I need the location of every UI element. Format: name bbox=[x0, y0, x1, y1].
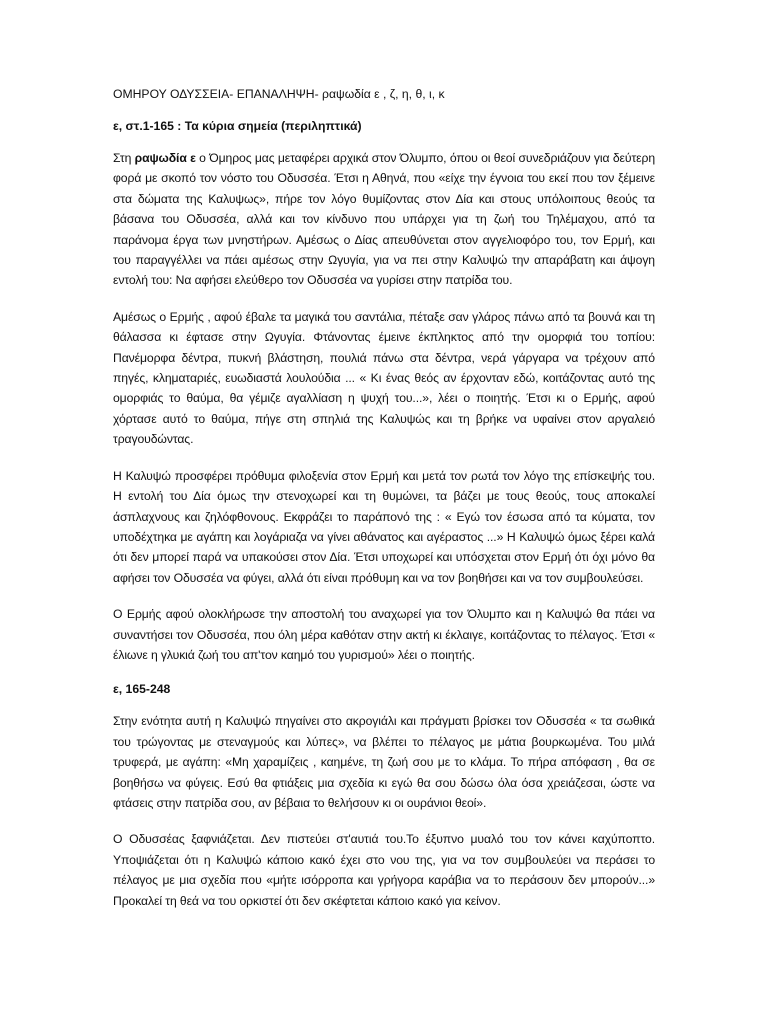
paragraph-6: Ο Οδυσσέας ξαφνιάζεται. Δεν πιστεύει στ'αυτιά του.Το έξυπνο μυαλό του τον κάνει καχύποπτο. Υποψιάζεται ότι η Καλυψώ κάποιο κακό έχει στο νου της, για να τον συμβουλεύει να περάσει το πέλαγος με μια σχεδία που «μήτε ισόρροπα και γρήγορα καράβια να το περάσουν δεν μπορούν...» Προκαλεί τη θεά να του ορκιστεί ότι δεν σκέφτεται κάποιο κακό για κείνον. bbox=[113, 832, 655, 908]
paragraph-2: Αμέσως ο Ερμής , αφού έβαλε τα μαγικά του σαντάλια, πέταξε σαν γλάρος πάνω από τα βουνά και τη θάλασσα κι έφτασε στην Ωγυγία. Φτάνοντας έμεινε έκπληκτος από την ομορφιά του τοπίου: Πανέμορφα δέντρα, πυκνή βλάστηση, πουλιά πάνω στα δέντρα, νερά γάργαρα να τρέχουν από πηγές, κληματαριές, ευωδιαστά λουλούδια ... « Κι ένας θεός αν έρχονταν εδώ, κοιτάζοντας αυτό της ομορφιάς το θαύμα, θα γέμιζε αγαλλίαση η ψυχή του...», λέει ο ποιητής. Έτσι κι ο Ερμής, αφού χόρτασε αυτό το θαύμα, πήγε στη σπηλιά της Καλυψώς και τη βρήκε να υφαίνει στον αργαλειό τραγουδώντας. bbox=[113, 309, 655, 447]
paragraph-1-rest: ο Όμηρος μας μεταφέρει αρχικά στον Όλυμπο, όπου οι θεοί συνεδριάζουν για δεύτερη φορά με σκοπό τον νόστο του Οδυσσέα. Έτσι η Αθηνά, που «είχε την έγνοια του εκεί που τον ξέμεινε στα δώματα της Καλυψως», πήρε τον λόγο θυμίζοντας στον Δία και στους υπόλοιπους θεούς τα βάσανα του Οδυσσέα, αλλά και τον κίνδυνο που υπάρχει για τη ζωή του Τηλέμαχου, από τα παράνομα έργα των μνηστήρων. Αμέσως ο Δίας απευθύνεται στον αγγελιοφόρο του, τον Ερμή, και του παραγγέλλει να πάει αμέσως στην Ωγυγία, για να πει στην Καλυψώ την απαράβατη και άψογη εντολή του: Να αφήσει ελεύθερο τον Οδυσσέα να γυρίσει στην πατρίδα του. bbox=[113, 151, 655, 288]
document-page bbox=[113, 86, 655, 927]
paragraph-1-start: Στη bbox=[113, 151, 135, 165]
section-heading-2: ε, 165-248 bbox=[113, 682, 171, 697]
section-heading-1: ε, στ.1-165 : Τα κύρια σημεία (περιληπτικά) bbox=[113, 119, 362, 133]
document-title: ΟΜΗΡΟΥ ΟΔΥΣΣΕΙΑ- ΕΠΑΝΑΛΗΨΗ- ραψωδία ε , ζ, η, θ, ι, κ bbox=[113, 87, 445, 101]
paragraph-4: Ο Ερμής αφού ολοκλήρωσε την αποστολή του αναχωρεί για τον Όλυμπο και η Καλυψώ θα πάει να συναντήσει τον Οδυσσέα, που όλη μέρα καθόταν στην ακτή κι έκλαιγε, κοιτάζοντας το πέλαγος. Έτσι « έλιωνε η γλυκιά ζωή του απ'τον καημό του γυρισμού» λέει ο ποιητής. bbox=[113, 607, 655, 662]
paragraph-1 bbox=[113, 148, 655, 291]
paragraph-1-bold: ραψωδία ε bbox=[134, 151, 196, 165]
paragraph-3: Η Καλυψώ προσφέρει πρόθυμα φιλοξενία στον Ερμή και μετά τον ρωτά τον λόγο της επίσκεψής του. Η εντολή του Δία όμως την στενοχωρεί και τη θυμώνει, τα βάζει με τους θεούς, τους αποκαλεί άσπλαχνους και ζηλόφθονους. Εκφράζει το παράπονό της : « Εγώ τον έσωσα από τα κύματα, τον υποδέχτηκα με αγάπη και λογάριαζα να γίνει αθάνατος και αγέραστος ...» Η Καλυψώ όμως ξέρει καλά ότι δεν μπορεί παρά να υπακούσει στον Δία. Έτσι υποχωρεί και υπόσχεται στον Ερμή ότι όχι μόνο θα αφήσει τον Οδυσσέα να φύγει, αλλά ότι είναι πρόθυμη και να τον βοηθήσει και να τον συμβουλεύσει. bbox=[113, 468, 655, 585]
paragraph-5: Στην ενότητα αυτή η Καλυψώ πηγαίνει στο ακρογιάλι και πράγματι βρίσκει τον Οδυσσέα « τα σωθικά του τρώγοντας με στεναγμούς και λύπες», να βλέπει το πέλαγος με μάτια βουρκωμένα. Του μιλά τρυφερά, με αγάπη: «Μη χαραμίζεις , καημένε, τη ζωή σου με το κλάμα. Το πήρα απόφαση , θα σε βοηθήσω να φύγεις. Εσύ θα φτιάξεις μια σχεδία κι εγώ θα σου δώσω όλα όσα χρειάζεσαι, ώστε να φτάσεις στην πατρίδα σου, αν βέβαια το θελήσουν κι οι ουράνιοι θεοί». bbox=[113, 714, 655, 810]
